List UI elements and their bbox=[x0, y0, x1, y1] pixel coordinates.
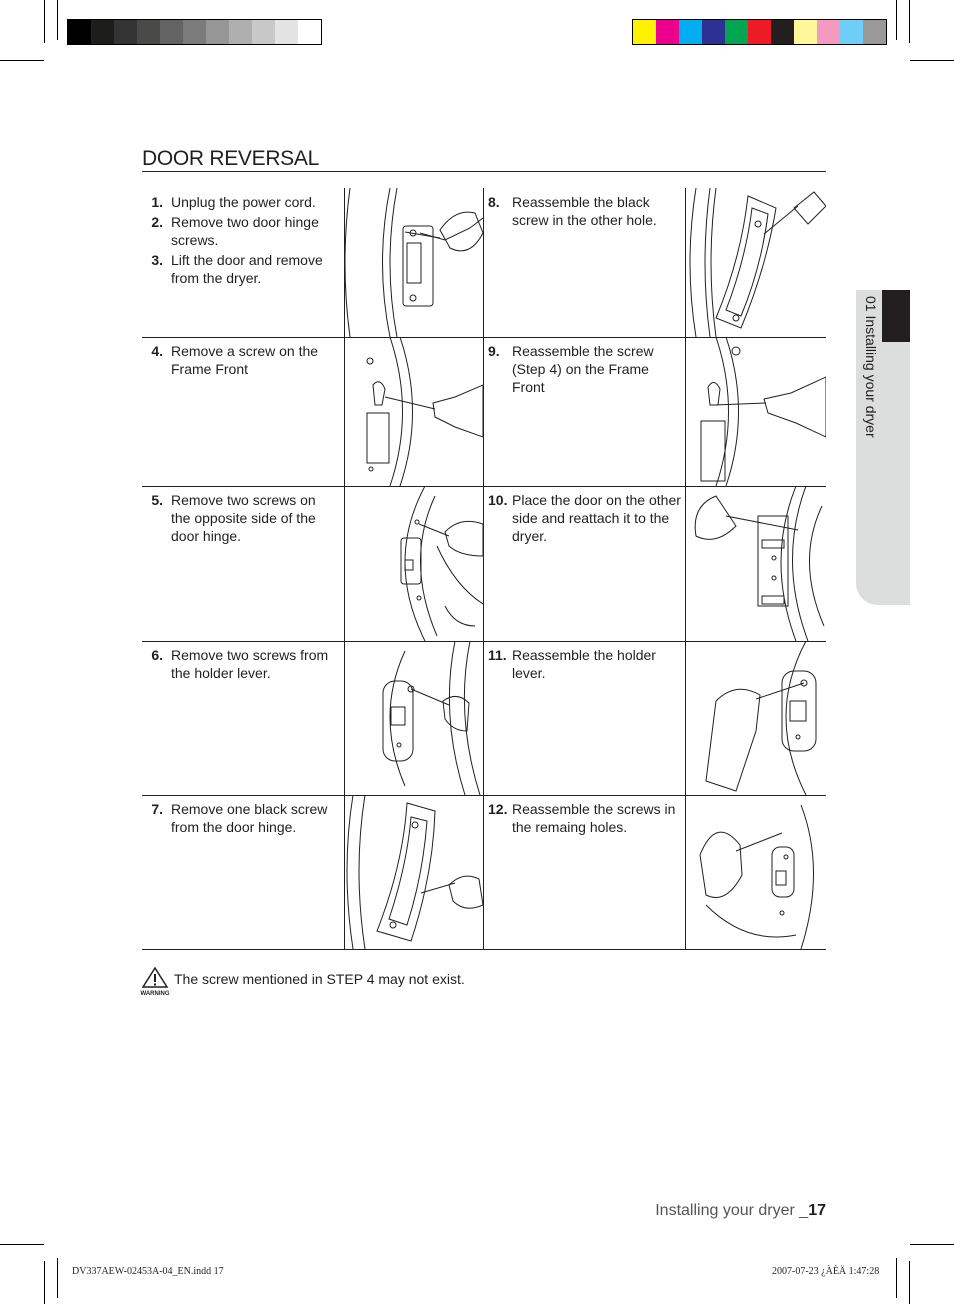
step-illustration bbox=[685, 795, 826, 949]
crop-mark bbox=[0, 60, 44, 61]
gray-swatch bbox=[114, 20, 137, 44]
color-swatch bbox=[725, 20, 748, 44]
step-number: 2. bbox=[151, 214, 163, 230]
color-bar bbox=[632, 19, 887, 45]
step-text-left bbox=[142, 337, 338, 380]
step-row bbox=[142, 337, 826, 487]
chapter-tab-text: 01 Installing your dryer bbox=[863, 296, 879, 438]
crop-mark bbox=[896, 1258, 897, 1298]
warning-icon bbox=[138, 966, 172, 998]
step-number: 7. bbox=[151, 801, 163, 817]
step-number: 12. bbox=[488, 801, 508, 817]
color-swatch bbox=[633, 20, 656, 44]
gray-swatch bbox=[252, 20, 275, 44]
step-illustration bbox=[344, 641, 484, 795]
crop-mark bbox=[57, 1258, 58, 1298]
step-row bbox=[142, 486, 826, 642]
color-swatch bbox=[656, 20, 679, 44]
step-number: 8. bbox=[488, 194, 500, 210]
step-text-right bbox=[488, 188, 684, 231]
step-row bbox=[142, 795, 826, 950]
step-number: 3. bbox=[151, 252, 163, 268]
step-text: Unplug the power cord. bbox=[171, 194, 316, 210]
crop-mark bbox=[910, 60, 954, 61]
step-number: 9. bbox=[488, 343, 500, 359]
step-illustration bbox=[344, 337, 484, 486]
step-text: Reassemble the screw (Step 4) on the Frame Front bbox=[512, 343, 654, 395]
slug-date: 2007-07-23 ¿ÀÈÄ 1:47:28 bbox=[772, 1266, 880, 1277]
step-text-left bbox=[142, 188, 338, 289]
color-swatch bbox=[748, 20, 771, 44]
color-swatch bbox=[863, 20, 886, 44]
color-swatch bbox=[840, 20, 863, 44]
color-swatch bbox=[817, 20, 840, 44]
step-text: Lift the door and remove from the dryer. bbox=[171, 252, 323, 286]
color-swatch bbox=[794, 20, 817, 44]
step-illustration bbox=[344, 486, 484, 641]
chapter-tab-label bbox=[861, 296, 881, 596]
step-text: Remove two door hinge screws. bbox=[171, 214, 319, 248]
step-text-right bbox=[488, 486, 684, 547]
step-number: 6. bbox=[151, 647, 163, 663]
step-text: Reassemble the holder lever. bbox=[512, 647, 656, 681]
page-number: 17 bbox=[808, 1202, 826, 1219]
color-swatch bbox=[679, 20, 702, 44]
gray-swatch bbox=[160, 20, 183, 44]
gray-swatch bbox=[183, 20, 206, 44]
step-number: 4. bbox=[151, 343, 163, 359]
gray-swatch bbox=[68, 20, 91, 44]
step-text: Remove one black screw from the door hinge. bbox=[171, 801, 328, 835]
step-text-left bbox=[142, 641, 338, 684]
crop-mark bbox=[896, 0, 897, 40]
color-swatch bbox=[702, 20, 725, 44]
gray-swatch bbox=[137, 20, 160, 44]
grayscale-bar bbox=[67, 19, 322, 45]
step-text: Reassemble the black screw in the other hole. bbox=[512, 194, 657, 228]
step-row bbox=[142, 641, 826, 796]
page-title: DOOR REVERSAL bbox=[142, 147, 319, 170]
gray-swatch bbox=[91, 20, 114, 44]
step-illustration bbox=[344, 795, 484, 949]
step-number: 5. bbox=[151, 492, 163, 508]
title-divider bbox=[142, 171, 826, 172]
step-text: Remove two screws from the holder lever. bbox=[171, 647, 329, 681]
footer-section: Installing your dryer _ bbox=[655, 1202, 809, 1219]
crop-mark bbox=[44, 1261, 45, 1304]
step-text: Reassemble the screws in the remaing holes. bbox=[512, 801, 676, 835]
step-text: Place the door on the other side and reattach it to the dryer. bbox=[512, 492, 681, 544]
crop-mark bbox=[44, 0, 45, 43]
step-text-right bbox=[488, 641, 684, 684]
slug-file: DV337AEW-02453A-04_EN.indd 17 bbox=[72, 1266, 224, 1277]
warning-text: The screw mentioned in STEP 4 may not exist. bbox=[174, 971, 465, 987]
crop-mark bbox=[0, 1244, 44, 1245]
step-number: 10. bbox=[488, 492, 508, 508]
step-illustration bbox=[344, 188, 484, 337]
color-swatch bbox=[771, 20, 794, 44]
step-text-right bbox=[488, 795, 684, 838]
gray-swatch bbox=[206, 20, 229, 44]
page-footer bbox=[560, 1202, 826, 1220]
step-number: 1. bbox=[151, 194, 163, 210]
crop-mark bbox=[57, 0, 58, 40]
step-text: Remove two screws on the opposite side of the door hinge. bbox=[171, 492, 316, 544]
gray-swatch bbox=[275, 20, 298, 44]
step-text: Remove a screw on the Frame Front bbox=[171, 343, 319, 377]
step-illustration bbox=[685, 641, 826, 795]
step-text-right bbox=[488, 337, 684, 398]
step-text-left bbox=[142, 486, 338, 547]
chapter-tab-marker bbox=[882, 290, 910, 342]
crop-mark bbox=[910, 1244, 954, 1245]
crop-mark bbox=[909, 0, 910, 43]
step-illustration bbox=[685, 188, 826, 337]
gray-swatch bbox=[229, 20, 252, 44]
step-number: 11. bbox=[488, 647, 507, 663]
gray-swatch bbox=[298, 20, 321, 44]
step-illustration bbox=[685, 337, 826, 486]
crop-mark bbox=[909, 1261, 910, 1304]
step-row bbox=[142, 188, 826, 338]
step-illustration bbox=[685, 486, 826, 641]
step-text-left bbox=[142, 795, 338, 838]
warning-label: WARNING bbox=[140, 991, 170, 997]
